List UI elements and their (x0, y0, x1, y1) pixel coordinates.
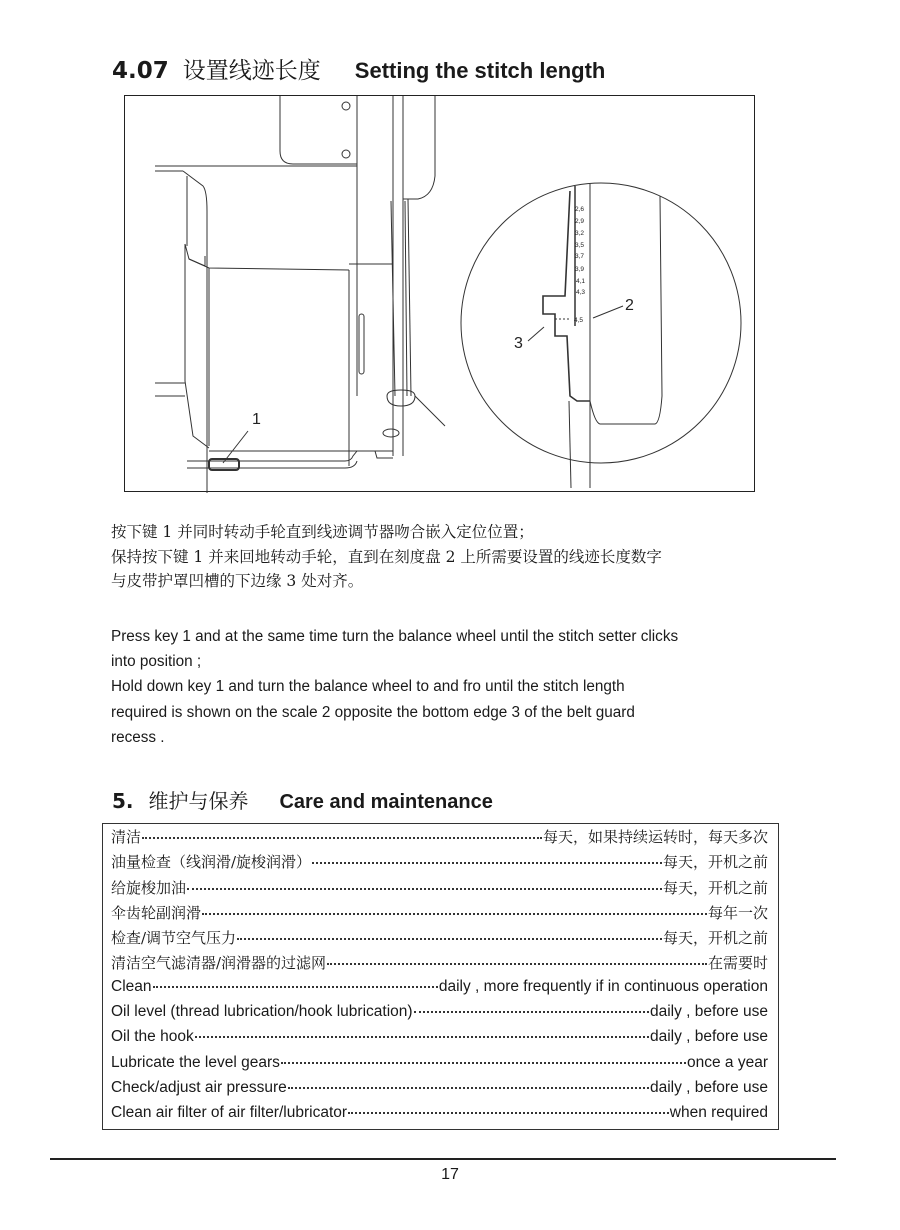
instruction-line: Hold down key 1 and turn the balance wheel to and fro until the stitch length (111, 678, 625, 696)
maintenance-row (111, 927, 768, 952)
instruction-line: required is shown on the scale 2 opposite the bottom edge 3 of the belt guard (111, 703, 635, 721)
leader-dots (281, 1062, 686, 1064)
instruction-line: 按下键 1 并同时转动手轮直到线迹调节器吻合嵌入定位位置； (111, 523, 534, 541)
maintenance-row (111, 1079, 768, 1104)
leader-dots (288, 1087, 649, 1089)
frequency-label: once a year (687, 1053, 768, 1071)
scale-tick-label: 4,5 (574, 317, 584, 324)
task-label: Lubricate the level gears (111, 1053, 280, 1071)
instruction-line: into position ; (111, 653, 202, 671)
scale-tick-label: 2,9 (575, 218, 585, 225)
frequency-label: daily , more frequently if in continuous operation (438, 977, 768, 995)
frequency-label: 每天，如果持续运转时，每天多次 (542, 828, 768, 846)
machine-head-outline (280, 96, 357, 164)
maintenance-row (111, 978, 768, 1003)
maintenance-row (111, 1003, 768, 1028)
task-label: 清洁空气滤清器/润滑器的过滤网 (111, 954, 327, 973)
task-label: 伞齿轮副润滑 (111, 903, 202, 922)
maintenance-row (111, 1054, 768, 1079)
maintenance-row (111, 877, 768, 902)
leader-dots (312, 862, 662, 864)
frequency-label: daily , before use (649, 1028, 768, 1046)
task-label: Check/adjust air pressure (111, 1078, 287, 1096)
task-label: 给旋梭加油 (111, 878, 187, 897)
instruction-line: Press key 1 and at the same time turn the balance wheel until the stitch setter clicks (111, 628, 679, 645)
section-title-cn: 维护与保养 (148, 789, 249, 813)
scale-tick-label: 3,7 (575, 253, 585, 260)
section-number: 5. (112, 789, 134, 813)
page-number: 17 (441, 1166, 459, 1183)
leader-dots (348, 1112, 669, 1114)
leader-dots (327, 963, 707, 965)
task-label: 清洁 (111, 828, 142, 846)
callout-3-leader (528, 327, 544, 341)
section-heading-maintenance (112, 785, 493, 814)
leader-dots (414, 1011, 649, 1013)
frequency-label: 每年一次 (707, 903, 768, 922)
maintenance-row (111, 1028, 768, 1053)
section-title-en: Setting the stitch length (354, 58, 606, 83)
frequency-label: when required (669, 1104, 768, 1122)
leader-dots (142, 837, 542, 839)
leader-dots (187, 888, 662, 890)
scale-tick-label: 4,3 (576, 289, 586, 296)
frequency-label: 在需要时 (707, 954, 768, 973)
task-label: 检查/调节空气压力 (111, 929, 237, 948)
stitch-length-figure (124, 95, 755, 492)
scale-tick-label: 4,1 (576, 278, 586, 285)
task-label: Oil the hook (111, 1028, 194, 1046)
detail-magnifier-circle (461, 183, 741, 463)
leader-dots (153, 986, 438, 988)
section-heading-stitch-length (112, 52, 605, 85)
section-title-cn: 设置线迹长度 (182, 58, 321, 84)
maintenance-row (111, 952, 768, 977)
task-label: Clean air filter of air filter/lubricator (111, 1104, 348, 1122)
maintenance-row (111, 826, 768, 851)
frequency-label: 每天，开机之前 (662, 853, 768, 872)
maintenance-row (111, 902, 768, 927)
maintenance-table (102, 823, 779, 1130)
task-label: Clean (111, 977, 152, 995)
callout-1-label: 1 (252, 411, 261, 428)
section-title-en: Care and maintenance (279, 791, 493, 813)
frequency-label: daily , before use (649, 1003, 768, 1021)
scale-tick-label: 3,9 (575, 266, 585, 273)
callout-3-label: 3 (514, 335, 523, 352)
frequency-label: 每天，开机之前 (662, 878, 768, 897)
instructions-cn (111, 520, 801, 594)
instructions-en (111, 624, 801, 750)
screw-top (342, 102, 350, 110)
instruction-line: recess . (111, 728, 165, 746)
maintenance-row (111, 851, 768, 876)
task-label: Oil level (thread lubrication/hook lubrication) (111, 1003, 413, 1021)
frequency-label: daily , before use (649, 1078, 768, 1096)
task-label: 油量检查（线润滑/旋梭润滑） (111, 853, 312, 872)
screw-bottom (342, 150, 350, 158)
scale-tick-label: 2,6 (575, 206, 585, 213)
maintenance-row (111, 1104, 768, 1129)
footer-divider (50, 1158, 836, 1160)
leader-dots (237, 938, 662, 940)
callout-2-leader (593, 306, 623, 318)
scale-tick-label: 3,2 (575, 230, 585, 237)
instruction-line: 与皮带护罩凹槽的下边缘 3 处对齐。 (111, 572, 364, 590)
callout-2-label: 2 (625, 297, 634, 314)
instruction-line: 保持按下键 1 并来回地转动手轮，直到在刻度盘 2 上所需要设置的线迹长度数字 (111, 547, 662, 566)
frequency-label: 每天，开机之前 (662, 929, 768, 948)
section-number: 4.07 (112, 58, 169, 84)
scale-tick-label: 3,5 (575, 242, 585, 249)
leader-dots (195, 1036, 649, 1038)
leader-dots (202, 913, 707, 915)
machine-illustration (125, 96, 756, 493)
